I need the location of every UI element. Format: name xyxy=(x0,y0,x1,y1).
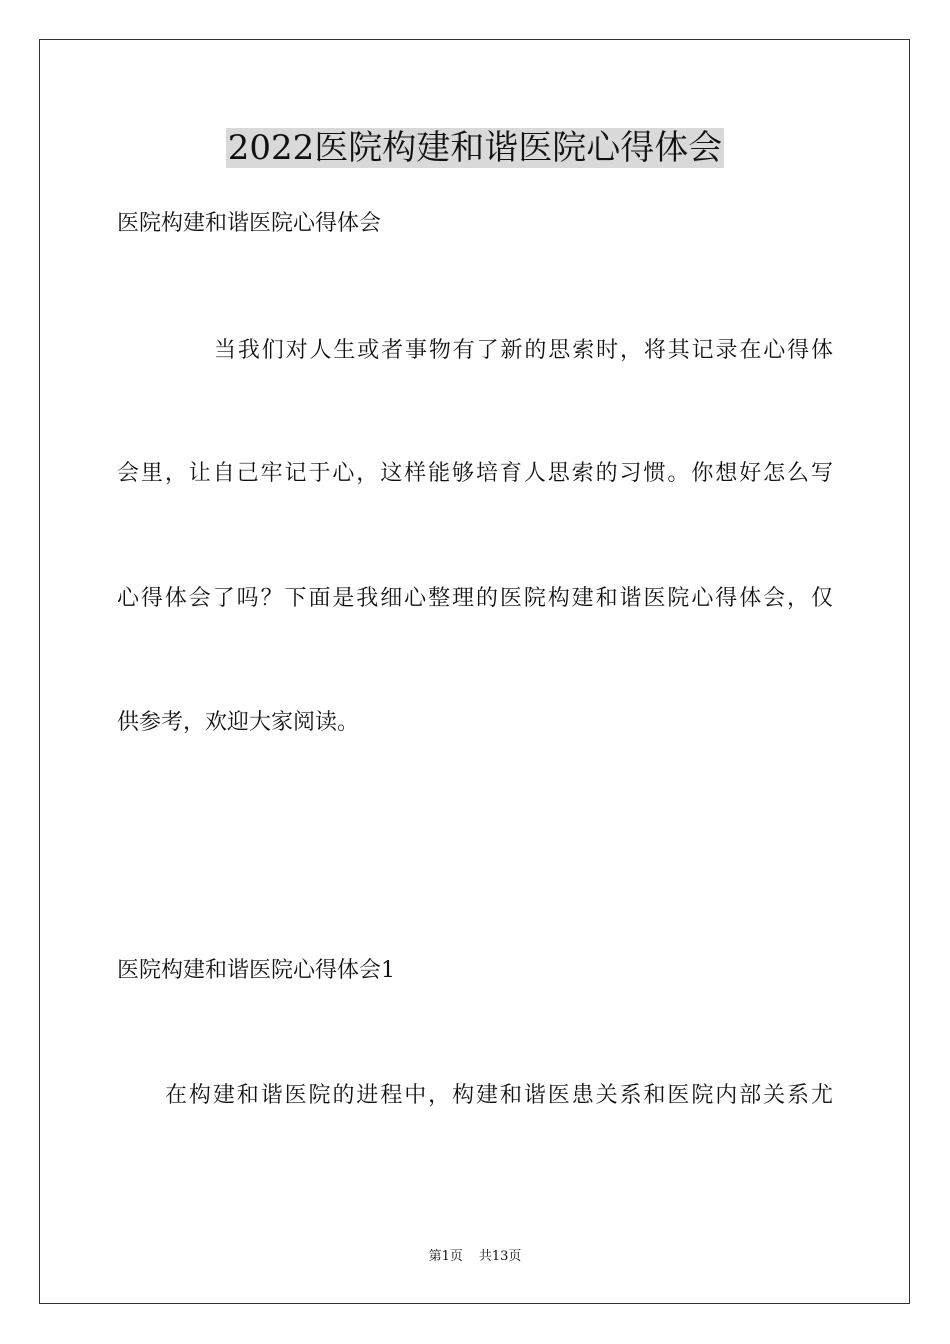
section-line-1: 在构建和谐医院的进程中，构建和谐医患关系和医院内部关系尤 xyxy=(165,1083,833,1108)
intro-line-1: 当我们对人生或者事物有了新的思索时，将其记录在心得体 xyxy=(214,338,833,363)
intro-line-3: 心得体会了吗？下面是我细心整理的医院构建和谐医院心得体会，仅 xyxy=(117,586,833,611)
page-total: 共13页 xyxy=(478,1249,522,1264)
document-subtitle: 医院构建和谐医院心得体会 xyxy=(117,211,382,236)
document-title-text: 2022医院构建和谐医院心得体会 xyxy=(227,128,723,168)
document-title xyxy=(0,124,950,172)
section-heading: 医院构建和谐医院心得体会1 xyxy=(117,958,395,983)
intro-line-4: 供参考，欢迎大家阅读。 xyxy=(117,710,360,735)
intro-line-2: 会里，让自己牢记于心，这样能够培育人思索的习惯。你想好怎么写 xyxy=(117,461,833,486)
page-footer xyxy=(0,1248,950,1266)
page-number: 第1页 xyxy=(428,1249,463,1264)
